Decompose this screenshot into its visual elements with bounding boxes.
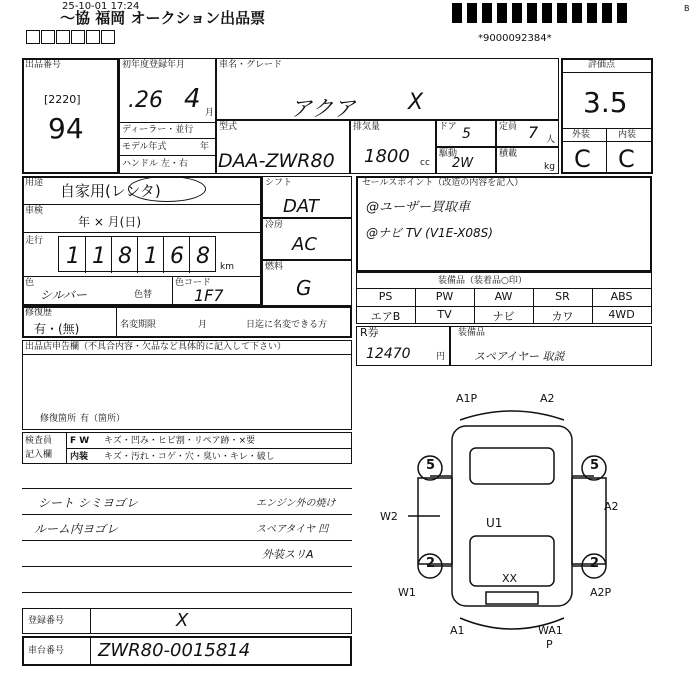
diagram-a2-top: A2 <box>540 392 555 405</box>
inspector-label-bottom: 記入欄 <box>25 450 53 460</box>
fuel-label: 燃料 <box>265 262 284 272</box>
title-deadline-label: 名変期限 <box>120 320 157 330</box>
equipment-item: 4WD <box>608 308 635 321</box>
timestamp: 25-10-01 17:24 <box>62 1 140 12</box>
note-right-3: 外装スリA <box>262 548 314 561</box>
equipment-item: ABS <box>610 290 633 303</box>
registration-month-unit: 月 <box>205 108 215 118</box>
history-label: 修復歴 <box>25 308 53 318</box>
equipment-item: ナビ <box>492 310 515 323</box>
inspection-label: 車検 <box>25 206 44 216</box>
title-deadline-unit: 月 <box>198 320 208 330</box>
diagram-a1: A1 <box>450 624 465 637</box>
color-change-label: 色替 <box>134 290 153 300</box>
sales-point-label: セールスポイント（改造の内容を記入） <box>362 178 524 188</box>
cc-unit: cc <box>420 158 430 168</box>
recycle-unit: 円 <box>436 352 446 362</box>
equipment-item: PW <box>435 290 454 303</box>
sales-point-line1: @ユーザー買取車 <box>366 200 471 215</box>
inspection-value: 年 × 月(日) <box>78 215 142 229</box>
equipment-item: SR <box>555 290 570 303</box>
usage-label: 用途 <box>25 178 44 188</box>
mileage-label: 走行 <box>25 236 44 246</box>
tire-fr-value: 5 <box>590 458 600 473</box>
notes-label: 装備品 <box>458 328 486 338</box>
color-value: シルバー <box>40 288 87 302</box>
load-label: 積載 <box>499 149 518 159</box>
diagram-a2p: A2P <box>590 586 612 599</box>
recycle-label: R券 <box>360 326 379 339</box>
registration-label: 初年度登録年月 <box>122 60 186 70</box>
history-value: 有・(無) <box>34 322 80 336</box>
diagram-a1p: A1P <box>456 392 478 405</box>
rating-score: 3.5 <box>583 86 628 119</box>
plate-label: 登録番号 <box>28 616 65 626</box>
equipment-item: カワ <box>551 310 574 323</box>
tire-rr-value: 2 <box>590 556 600 571</box>
color-label: 色 <box>25 278 35 288</box>
diagram-w2: W2 <box>380 510 398 523</box>
note-right-1: エンジン外の焼け <box>256 498 336 509</box>
aircon-value: AC <box>292 234 317 255</box>
mileage-value: 118168 <box>66 244 222 269</box>
equipment-item: PS <box>378 290 393 303</box>
equipment-label: 装備品（装着品○印） <box>438 276 527 286</box>
capacity-unit: 人 <box>546 135 556 145</box>
doors-label: ドア <box>439 122 457 132</box>
cc-value: 1800 <box>364 146 410 167</box>
mileage-unit: km <box>220 262 234 272</box>
chassis-label: 車台番号 <box>28 646 65 656</box>
equipment-item: TV <box>437 308 452 321</box>
inspector-int-label: 内装 <box>70 452 89 462</box>
barcode <box>452 3 628 33</box>
repair-label: 修復箇所 <box>40 414 77 424</box>
exterior-value: C <box>574 145 591 173</box>
sheet-title: ～協 福岡 オークション出品票 <box>60 9 266 27</box>
lot-number-label: 出品番号 <box>25 60 62 70</box>
color-code-label: 色コード <box>175 278 212 288</box>
notes-value: スペアイヤー 取説 <box>474 350 565 363</box>
chassis-value: ZWR80-0015814 <box>98 640 251 661</box>
corner-mark: B <box>684 4 690 13</box>
note-left-1: シート シミヨゴレ <box>38 496 138 510</box>
interior-value: C <box>618 145 635 173</box>
interior-label: 内装 <box>618 130 637 140</box>
repair-value: 有（箇所） <box>80 414 126 424</box>
rating-label: 評価点 <box>588 60 616 70</box>
sales-point-line2: @ナビ TV (V1E-X08S) <box>366 226 493 240</box>
doors-value: 5 <box>462 126 471 142</box>
car-condition-diagram <box>400 392 630 646</box>
registration-box <box>119 58 216 174</box>
inspector-fw-text: キズ・凹み・ヒビ割・リペア跡・×要 <box>104 436 256 446</box>
car-name-value: アクア <box>290 97 356 122</box>
registration-month: 4 <box>184 84 201 114</box>
diagram-xx: XX <box>502 572 518 585</box>
drive-value: 2W <box>452 156 474 171</box>
diagram-w1: W1 <box>398 586 416 599</box>
drive-label: 駆動 <box>439 149 458 159</box>
tire-rl-value: 2 <box>426 556 436 571</box>
load-unit: kg <box>544 162 555 172</box>
diagram-u1: U1 <box>486 516 503 530</box>
model-year-label: モデル年式 <box>122 142 167 152</box>
model-value: DAA-ZWR80 <box>218 150 335 172</box>
equipment-item: エアB <box>370 310 401 323</box>
shift-label: シフト <box>265 178 293 188</box>
usage-circle <box>128 176 206 202</box>
note-left-2: ルーム内ヨゴレ <box>34 522 119 536</box>
usage-value: 自家用(レンタ) <box>60 182 161 200</box>
equipment-item: AW <box>494 290 513 303</box>
note-right-2: スペアタイヤ 凹 <box>256 524 329 535</box>
plate-value: X <box>176 610 189 631</box>
dealer-label: ディーラー・並行 <box>122 125 194 135</box>
car-name-label: 車名・グレード <box>219 60 283 70</box>
lot-number: 94 <box>48 112 84 145</box>
shift-value: DAT <box>283 196 319 217</box>
lot-bracket: [2220] <box>44 93 81 106</box>
capacity-label: 定員 <box>499 122 518 132</box>
diagram-a2-right: A2 <box>604 500 619 513</box>
inspector-label-top: 検査員 <box>25 436 53 446</box>
exterior-label: 外装 <box>572 130 591 140</box>
model-label: 型式 <box>219 122 238 132</box>
model-year-unit: 年 <box>200 142 210 152</box>
tire-fl-value: 5 <box>426 458 436 473</box>
report-label: 出品店申告欄（不具合内容・欠品など具体的に記入して下さい） <box>25 342 287 352</box>
recycle-value: 12470 <box>366 346 411 362</box>
title-notice: 日迄に名変できる方 <box>246 320 328 330</box>
capacity-value: 7 <box>528 123 539 142</box>
inspector-int-text: キズ・汚れ・コゲ・穴・臭い・キレ・破し <box>104 452 275 462</box>
aircon-label: 冷房 <box>265 220 284 230</box>
handle-label: ハンドル 左・右 <box>122 159 188 169</box>
fuel-value: G <box>296 276 312 300</box>
registration-year: .26 <box>128 88 163 113</box>
color-code-value: 1F7 <box>194 286 224 305</box>
car-grade-value: X <box>408 90 424 115</box>
cc-label: 排気量 <box>353 122 381 132</box>
diagram-wa1: WA1 <box>538 624 563 637</box>
inspector-fw-label: F W <box>70 436 90 446</box>
diagram-p: P <box>546 638 553 651</box>
barcode-number: *9000092384* <box>478 33 552 44</box>
